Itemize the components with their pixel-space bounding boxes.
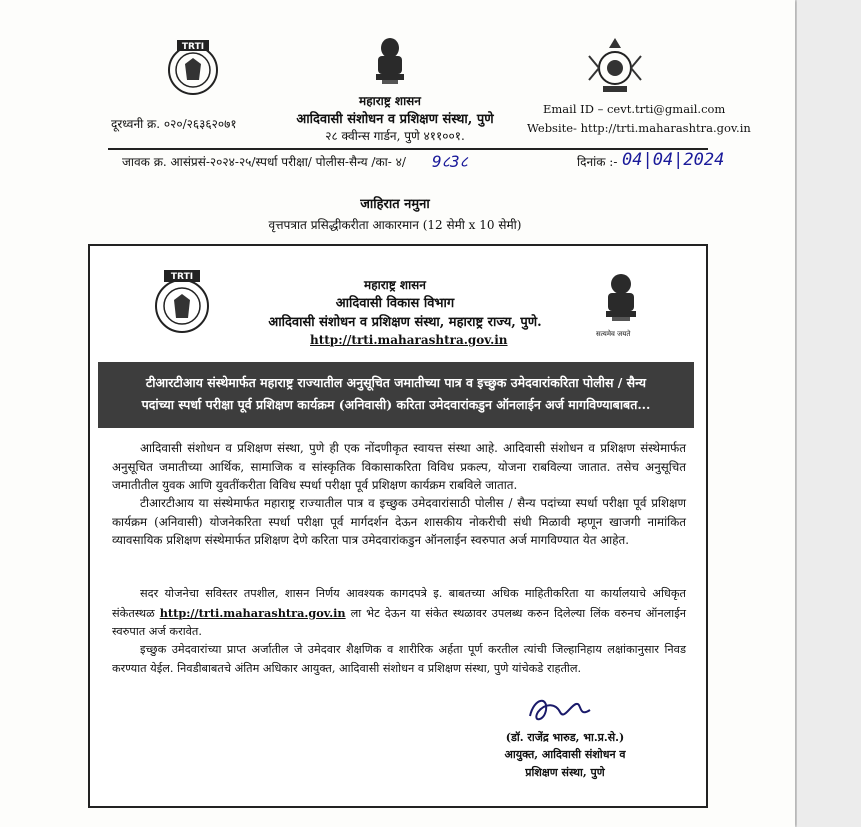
paragraph-2-text: टीआरटीआय या संस्थेमार्फत महाराष्ट्र राज्यातील पात्र व इच्छुक उमेदवारांसाठी पोलीस / सैन्य पदांच्या स्पर्धा परीक्षा पूर्व प्रशिक्षण कार्यक्रम (अनिवासी) योजनेकरिता स्पर्धा परीक्षा पूर्व मार्गदर्शन देऊन शासकीय नोकरीची संधी मिळावी म्हणून खाजगी नामांकित व्यावसायिक प्रशिक्षण संस्थेमार्फत प्रशिक्षण देणे करिता पात्र उमेदवारांकडुन ऑनलाईन स्वरुपात अर्ज मागविण्यात येत आहेत. (112, 496, 686, 547)
notice-dept: आदिवासी विकास विभाग (335, 296, 455, 311)
notice-govt: महाराष्ट्र शासन (364, 278, 426, 292)
sign-title-2: प्रशिक्षण संस्था, पुणे (525, 766, 605, 779)
emblem-icon (368, 36, 412, 92)
ref-handwritten: 9८3८ (432, 152, 468, 171)
emblem-motto: सत्यमेव जयते (596, 330, 631, 338)
banner-line-2: पदांच्या स्पर्धा परीक्षा पूर्व प्रशिक्षण कार्यक्रम (अनिवासी) करिता उमेदवारांकडुन ऑनलाईन अर्ज मागविण्याबाबत... (141, 397, 651, 412)
notice-institute: आदिवासी संशोधन व प्रशिक्षण संस्था, महाराष्ट्र राज्य, पुणे. (268, 315, 542, 330)
paragraph-3-link[interactable]: http://trti.maharashtra.gov.in (159, 605, 346, 620)
ad-subtitle: वृत्तपत्रात प्रसिद्धीकरीता आकारमान (12 सेमी x 10 सेमी) (268, 218, 522, 232)
paragraph-4 (112, 641, 686, 678)
trti-logo (150, 268, 214, 336)
paragraph-3-pre: सदर योजनेचा सविस्तर तपशील, शासन निर्णय आवश्यक कागदपत्रे इ. बाबतच्या अधिक माहितीकरिता या कार्यालयाचे अधिकृत संकेतस्थळ (112, 587, 686, 620)
header-email: Email ID – cevt.trti@gmail.com (543, 102, 726, 116)
header-address: २८ क्वीन्स गार्डन, पुणे ४११००१. (325, 129, 465, 143)
sign-name: (डॉ. राजेंद्र भारुड, भा.प्र.से.) (505, 731, 625, 744)
ad-title: जाहिरात नमुना (360, 197, 430, 212)
notice-url[interactable]: http://trti.maharashtra.gov.in (310, 333, 508, 347)
header-divider (108, 148, 708, 150)
header-phone: दूरध्वनी क्र. ०२०/२६३६२०७१ (111, 117, 237, 131)
banner-line-1: टीआरटीआय संस्थेमार्फत महाराष्ट्र राज्यातील अनुसूचित जमातीच्या पात्र व इच्छुक उमेदवारांकरिता पोलीस / सैन्य (145, 375, 647, 390)
paragraph-1 (112, 439, 686, 495)
notice-banner (98, 362, 694, 428)
header-website: Website- http://trti.maharashtra.gov.in (527, 121, 751, 135)
paragraph-1-text: आदिवासी संशोधन व प्रशिक्षण संस्था, पुणे ही एक नोंदणीकृत स्वायत्त संस्था आहे. आदिवासी संशोधन व प्रशिक्षण संस्थेमार्फत अनुसूचित जमातीच्या आर्थिक, सामाजिक व सांस्कृतिक विकासाकरिता विविध प्रकल्प, योजना राबविल्या जातात. तसेच अनुसूचित जमातीतील युवक आणि युवतींकरीता विविध स्पर्धा परीक्षा पूर्व प्रशिक्षण कार्यक्रम राबविले जातात. (112, 441, 686, 492)
sign-title-1: आयुक्त, आदिवासी संशोधन व (504, 748, 626, 761)
trti-logo (163, 38, 223, 98)
paragraph-3-post: ला भेट देऊन या संकेत स्थळावर उपलब्ध करुन दिलेल्या लिंक वरुनच ऑनलाईन स्वरुपात अर्ज करावेत. (112, 606, 687, 638)
signature (520, 692, 600, 730)
paragraph-4-text: इच्छुक उमेदवारांच्या प्राप्त अर्जातील जे उमेदवार शैक्षणिक व शारीरिक अर्हता पूर्ण करतील त्यांची जिल्हानिहाय लक्षांकानुसार निवड करण्यात येईल. निवडीबाबतचे अंतिम अधिकार आयुक्त, आदिवासी संशोधन व प्रशिक्षण संस्था, पुणे यांचेकडे राहतील. (112, 643, 686, 675)
date-label: दिनांक :- (577, 155, 618, 169)
paragraph-2 (112, 494, 686, 550)
ref-number: जावक क्र. आसंप्रसं-२०२४-२५/स्पर्धा परीक्षा/ पोलीस-सैन्य /का- ४/ (122, 155, 406, 169)
svg-text:TRTI: TRTI (181, 42, 205, 52)
date-handwritten: 04|04|2024 (622, 150, 725, 170)
crest-icon (585, 36, 645, 98)
paragraph-3 (112, 585, 686, 642)
header-institute: आदिवासी संशोधन व प्रशिक्षण संस्था, पुणे (296, 112, 494, 127)
viewer-background (797, 0, 861, 827)
emblem-icon (598, 272, 644, 330)
svg-text:TRTI: TRTI (170, 272, 194, 282)
header-govt: महाराष्ट्र शासन (359, 94, 421, 108)
